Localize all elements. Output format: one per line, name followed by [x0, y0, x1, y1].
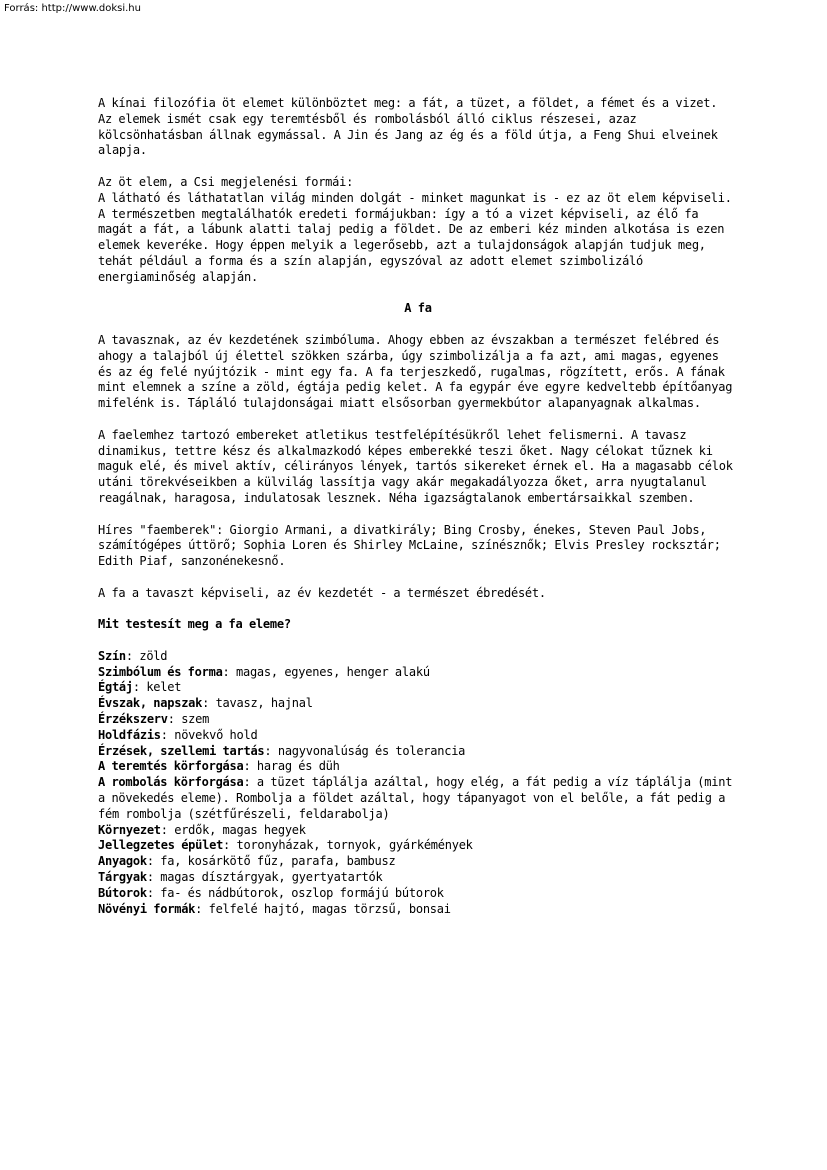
attribute-row: Jellegzetes épület: toronyházak, tornyok, gyárkémények [98, 838, 473, 853]
attribute-label: Szimbólum és forma [98, 664, 223, 679]
attribute-value: zöld [139, 648, 168, 663]
section-title: A fa [404, 301, 432, 316]
attribute-value: fa, kosárkötő fűz, parafa, bambusz [160, 854, 396, 869]
paragraph: A tavasznak, az év kezdetének szimbóluma. Ahogy ebben az évszakban a természet felébred és ahogy a talajból új élettel szökken szárba, úgy szimbolizálja a fa azt, ami magas, egyenes és az ég felé nyújtózik - mint egy fa. A fa terjeszkedő, rugalmas, rögzített, erős. A fának mint elemnek a színe a zöld, égtája pedig kelet. A fa egypár éve egyre kedveltebb építőanyag mifelénk is. Tápláló tulajdonságai miatt elsősorban gyermekbútor alapanyagnak alkalmas. [98, 332, 733, 411]
attribute-label: Jellegzetes épület [98, 838, 224, 853]
attribute-value: erdők, magas hegyek [174, 822, 306, 837]
attribute-label: Érzések, szellemi tartás [98, 743, 265, 758]
attribute-row: Holdfázis: növekvő hold [98, 727, 258, 742]
attribute-row: A teremtés körforgása: harag és düh [98, 759, 340, 774]
attribute-label: Tárgyak [98, 870, 147, 885]
attribute-value: a tüzet táplálja azáltal, hogy elég, a fát pedig a víz táplálja (mint a növekedés eleme). Rombolja a földet azáltal, hogy tápanyagot von el belőle, a fát pedig a fém rombolja (szétfűrészeli, feldarabolja) [98, 775, 733, 821]
source-label: Forrás: http://www.doksi.hu [4, 3, 141, 14]
attribute-label: Környezet [98, 822, 161, 837]
attribute-label: A rombolás körforgása [98, 775, 244, 790]
attribute-value: harag és düh [256, 759, 340, 774]
paragraph: A fa a tavaszt képviseli, az év kezdetét - a természet ébredését. [98, 585, 546, 600]
intro-paragraph-2: Az elemek ismét csak egy teremtésből és rombolásból álló ciklus részesei, azaz kölcsönhatásban állnak egymással. A Jin és Jang az ég és a föld útja, a Feng Shui elveinek alapja. [98, 111, 718, 158]
attribute-value: toronyházak, tornyok, gyárkémények [236, 838, 473, 853]
attribute-value: növekvő hold [174, 727, 258, 742]
attribute-label: Szín [98, 648, 126, 663]
intro-paragraph-4: A látható és láthatatlan világ minden dolgát - minket magunkat is - ez az öt elem képviseli. A természetben megtalálhatók eredeti formájukban: így a tó a vizet képviseli, az élő fa magát a fát, a lábunk alatti talaj pedig a földet. De az emberi kéz minden alkotása is ezen elemek keveréke. Hogy éppen melyik a legerősebb, azt a tulajdonságok alapján tudjuk meg, tehát például a forma és a szín alapján, egyszóval az adott elemet szimbolizáló energiaminőség alapján. [98, 190, 732, 284]
attribute-value: tavasz, hajnal [215, 696, 313, 711]
attribute-label: Évszak, napszak [98, 696, 203, 711]
intro-paragraph-1: A kínai filozófia öt elemet különböztet meg: a fát, a tüzet, a földet, a fémet és a vizet. [98, 96, 718, 110]
attribute-row: Érzékszerv: szem [98, 712, 210, 727]
attribute-label: Bútorok [98, 885, 147, 900]
question-heading: Mit testesít meg a fa eleme? [98, 617, 291, 632]
paragraph: Híres "faemberek": Giorgio Armani, a divatkirály; Bing Crosby, énekes, Steven Paul Jobs, számítógépes úttörő; Sophia Loren és Shirley McLaine, színésznők; Elvis Presley rocksztár; Edith Piaf, sanzonénekesnő. [98, 522, 721, 569]
attribute-value: kelet [146, 680, 182, 695]
attribute-row: Égtáj: kelet [98, 680, 182, 695]
attribute-row: Növényi formák: felfelé hajtó, magas törzsű, bonsai [98, 901, 451, 916]
attribute-row: Érzések, szellemi tartás: nagyvonalúság és tolerancia [98, 743, 466, 758]
attribute-row: Anyagok: fa, kosárkötő fűz, parafa, bambusz [98, 854, 396, 869]
attribute-value: szem [181, 712, 210, 727]
attribute-value: nagyvonalúság és tolerancia [277, 743, 466, 758]
attribute-label: Holdfázis [98, 727, 161, 742]
paragraph: A faelemhez tartozó embereket atletikus testfelépítésükről lehet felismerni. A tavasz dinamikus, tettre kész és alkalmazkodó képes emberekké teszi őket. Nagy célokat tűznek ki maguk elé, és mivel aktív, célirányos lények, tartós sikereket érnek el. Ha a magasabb célok utáni törekvéseikben a külvilág lassítja vagy akár megakadályozza őket, arra nyugtalanul reagálnak, haragosa, indulatosak lesznek. Néha igazságtalanok embertársaikkal szemben. [98, 427, 733, 505]
attribute-value: fa- és nádbútorok, oszlop formájú bútorok [160, 885, 444, 900]
attribute-row: Évszak, napszak: tavasz, hajnal [98, 696, 313, 711]
attribute-row: Tárgyak: magas dísztárgyak, gyertyatartók [98, 870, 383, 885]
attribute-value: felfelé hajtó, magas törzsű, bonsai [208, 901, 451, 916]
attribute-value: magas, egyenes, henger alakú [236, 664, 430, 679]
attribute-label: A teremtés körforgása [98, 759, 244, 774]
intro-paragraph-3: Az öt elem, a Csi megjelenési formái: [98, 174, 354, 189]
attribute-row: Szimbólum és forma: magas, egyenes, henger alakú [98, 664, 430, 679]
attribute-row: A rombolás körforgása: a tüzet táplálja azáltal, hogy elég, a fát pedig a víz táplálja (mint a növekedés eleme). Rombolja a földet azáltal, hogy tápanyagot von el belőle, a fát pedig a fém rombolja (szétfűrészeli, feldarabolja) [98, 775, 733, 821]
attribute-label: Égtáj [98, 680, 133, 695]
document-body [98, 96, 738, 917]
attribute-row: Bútorok: fa- és nádbútorok, oszlop formájú bútorok [98, 885, 444, 900]
attribute-row: Szín: zöld [98, 648, 168, 663]
attribute-row: Környezet: erdők, magas hegyek [98, 822, 306, 837]
attribute-label: Anyagok [98, 854, 147, 869]
attribute-label: Érzékszerv [98, 712, 168, 727]
attribute-value: magas dísztárgyak, gyertyatartók [160, 870, 383, 885]
attribute-label: Növényi formák [98, 901, 196, 916]
